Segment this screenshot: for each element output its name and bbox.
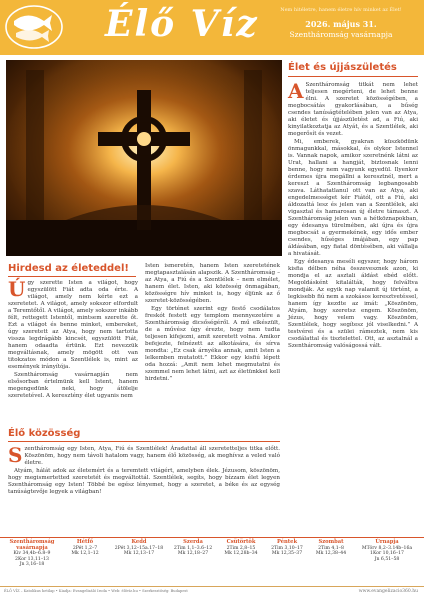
footer-bar — [0, 586, 424, 597]
article3-rule — [288, 76, 418, 77]
reading-day: Kedd 2Pét 3,12–15a.17–18 Mk 12,13–17 — [114, 539, 164, 557]
article1-col1-p2: Szentháromság vasárnapján nem elsősorban értelmünk kell Istent, hanem megengedünk neki, hogy átölelje szeretetével. A keresztény élet ugyanis nem — [8, 372, 138, 399]
readings-table — [0, 537, 424, 584]
article3-p3: Egy édesanya meséli egyszer, hogy három kisfia délben néha összevesznek azon, ki mondja el az asztali áldást ebéd előtt. Megoldásként kitalálták, hogy felváltva mondják. Az egyik nap valamit új történt, a legkisebb fiú nem a szokásos keresztvetéssel, hanem így kezdte az imát: „Köszönöm, Atyám, hogy szeretsz engem. Köszönöm, Jézus, hogy velem vagy. Köszönöm, Szentlélek, hogy segítesz jól viselkedni.” A testvérei és a szülei rámeztek, nem kis csodálattal és tisztelettel. Ott, az asztalnál a Szentháromság valóságossá vált. — [288, 259, 418, 349]
reading-day: Úrnapja MTörv 8,2–3.14b–16a 1Kor 10,16–17 Jn 6,51–58 — [361, 539, 413, 562]
cover-photo — [6, 60, 282, 256]
article3-p2: Mi, emberek, gyakran küszködünk önmagunkkal, másokkal, és olykor Istennel is. Vannak napok, amikor szeretnénk látni az Urat, hallani a hangját, biztosnak lenni benne, hogy nem vagyunk egyedül. Ilyenkor érdemes újra megállni a keresztnél, mert a kereszt a Szentháromság legbangosabb szava. Láthatatlanul ott van az Atya, aki engedelmességet kér Fiától, ott a Fiú, aki áldozattá lesz és jelen van a Szentlélek, aki vigasztal és hamarosan új életre támaszt. A Szentháromság jelen van a hétköznapokban, egy édesanya türelmében, aki újra és újra megbocsát a gyermekének, egy idős ember csendes, hűséges imájában, egy pap áldásában, egy fiatal döntésében, aki vállalja a hivatását. — [288, 139, 418, 257]
article3-title: Élet és újjászületés — [288, 62, 397, 73]
article1-rule — [8, 276, 136, 277]
article2-p1: Szentháromság egy Isten, Atya, Fiú és Szentlélek! Áradattal áll szeretetteljes titka előtt. Köszönöm, hogy nem távoli hatalom vagy, hanem élő közösség, ak meghívsz a veled való életre. — [8, 443, 280, 467]
fish-logo-icon — [4, 4, 64, 50]
article1-col1 — [8, 277, 138, 401]
reading-day: Szentháromság vasárnapja Kiv 34,4b–6.8–9 2Kor 13,11–13 Jn 3,16–18 — [9, 539, 55, 568]
article1-col2-p2: Egy történet szerint egy festő csodálatos freskót festett egy templom mennyezetére a Szentháromság dicsőségéről. A mű elkészült, de a művész úgy érezte, hogy nem tudta teljesen kifejezni, amit szeretett volna. Amikor befejezte, felnézett az alkotására, és sírva mondta: „Ez csak árnyéka annak, amit Isten a lelkemben mutatott.” Ekkor egy kisfiú lépett oda hozzá: „Amit nem lehet megmutatni és szemmel nem lehet látni, azt az életünkkel kell hirdetni.” — [145, 306, 280, 382]
article2-body — [8, 443, 280, 497]
article1-col1-p1: Úgy szerette Isten a világot, hogy egyszülött Fiát adta oda érte. A világot, amely nem kérte ezt a szeretetet. A világot, amely sokszor elfordult a Teremtőtől. A világot, amely sokszor inkább félt, rettegett Istentől, mintsem szerette őt. Ezt a világot és benne minket, embereket, úgy szeretett az Atya, hogy nem tartotta vissza legdrágább kincsét, egyszülött Fiát, hanem odaadta értünk. Ezt nevezzük megváltásnak, amely mögött ott van titokzatos módon a Szentlélek is, mint az események irányítója. — [8, 277, 138, 370]
footer-url[interactable]: www.evangelizacio360.hu — [358, 589, 418, 594]
article1-col2-p1: Isten ismeretén, hanem Isten szeretetének megtapasztalásán alapszik. A Szentháromság – az Atya, a Fiú és a Szentlélek – nem elmélet, hanem élet. Isten, aki közösség önmagában, közösségre hív minket is, hogy éljünk az ő szeretet-közösségében. — [145, 263, 280, 304]
article3-p1: A Szentháromság titkát nem lehet teljesen megérteni, de lehet benne élni. A szeretet közösségében, a megbocsátás gyakorlásában, a bűség csendes tanúságtételében jelen van az Atya, aki életet és újjászületést ad, a Fiú, aki kinyilatkoztatja az Atyát, és a Szentlélek, aki megerősít és vezet. — [288, 79, 418, 137]
cross-photo-graphic — [6, 60, 282, 256]
footer-imprint: ÉLŐ VÍZ – Katolikus hetilap • Kiadja: Evangelizáló Iroda • Web: élővíz.hu • Szerkesztőség: Budapest — [4, 589, 188, 593]
reading-day: Csütörtök 2Tim 2,8–15 Mk 12,28b–34 — [224, 539, 258, 557]
reading-day: Péntek 2Tim 3,10–17 Mk 12,35–37 — [271, 539, 303, 557]
article2-p2: Atyám, hálát adok az életemért és a teremtett világért, amelyben élek. Jézusom, köszönöm, hogy megismertetted szeretetét és megváltottál. Szentlélek, segíts, hogy bízzam élet legyen Szentháromság egy Isten! Többé be egész lényemet, hogy a szeretet, a béke és az egység tanúságtevője legyek a világban! — [8, 468, 280, 495]
article1-col2 — [145, 263, 280, 384]
issue-date: 2026. május 31. — [305, 19, 377, 29]
masthead-title: Élő Víz — [105, 3, 259, 45]
masthead-bar — [0, 0, 424, 55]
issue-occasion: Szentháromság vasárnapja — [289, 30, 393, 39]
article2-rule — [8, 441, 280, 442]
article1-title: Hirdesd az életeddel! — [8, 263, 129, 274]
reading-day: Szombat 2Tim 4,1–8 Mk 12,38–44 — [315, 539, 347, 557]
reading-day: Hétfő 2Pét 1,2–7 Mk 12,1–12 — [71, 539, 99, 557]
tagline: Nem hitéletre, hanem életre hív minket az Élet! — [280, 7, 402, 13]
article2-title: Élő közösség — [8, 428, 81, 439]
reading-day: Szerda 2Tim 1,1–3.6–12 Mk 12,18–27 — [173, 539, 213, 557]
article3-body — [288, 79, 418, 351]
